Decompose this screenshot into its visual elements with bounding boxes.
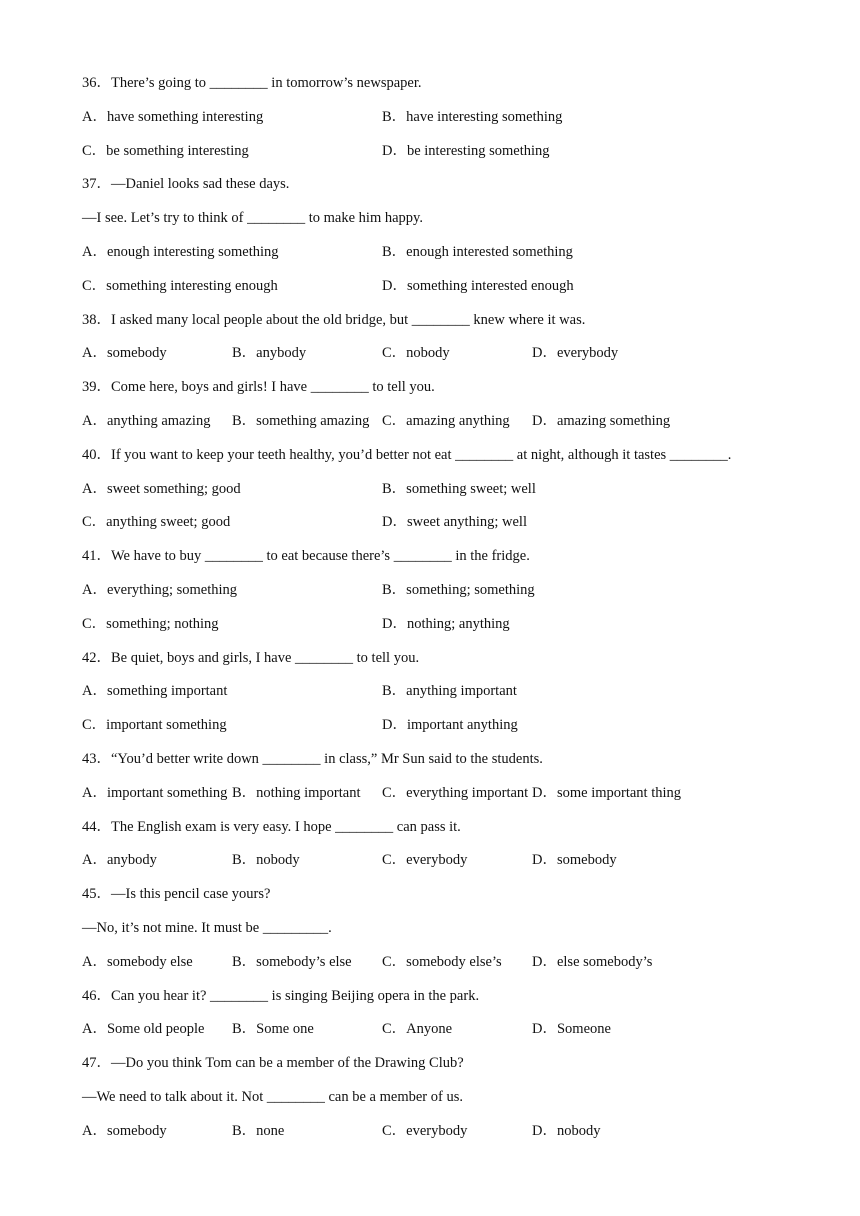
options-row — [82, 342, 782, 376]
option-b: B．something sweet; well — [382, 480, 536, 497]
question-dialogue-line: —I see. Let’s try to think of ________ to make him happy. — [82, 210, 423, 227]
option-a: A．have something interesting — [82, 108, 264, 125]
option-b: B．something amazing — [232, 412, 370, 429]
question-stem: 37．—Daniel looks sad these days. — [82, 176, 290, 193]
option-d: D．important anything — [382, 717, 518, 734]
question-dialogue-line: —No, it’s not mine. It must be _________. — [82, 919, 332, 936]
question-stem: 41．We have to buy ________ to eat because there’s ________ in the fridge. — [82, 548, 530, 565]
option-b: B．enough interested something — [382, 243, 573, 260]
option-b: B．nothing important — [232, 784, 361, 801]
question-stem: 47．—Do you think Tom can be a member of the Drawing Club? — [82, 1055, 464, 1072]
options-row — [82, 579, 782, 613]
question-dialogue-line: —We need to talk about it. Not ________ can be a member of us. — [82, 1088, 463, 1105]
option-a: A．somebody — [82, 345, 167, 362]
question-stem: 36．There’s going to ________ in tomorrow’s newspaper. — [82, 75, 422, 91]
option-d: D．everybody — [532, 345, 619, 362]
option-a: A．Some old people — [82, 1021, 205, 1038]
option-a: A．something important — [82, 683, 228, 700]
question-stem: 43．“You’d better write down ________ in class,” Mr Sun said to the students. — [82, 750, 543, 767]
option-a: A．somebody — [82, 1122, 167, 1139]
question-stem: 44．The English exam is very easy. I hope ________ can pass it. — [82, 818, 461, 835]
option-c: C．be something interesting — [82, 142, 249, 159]
option-c: C．everything important — [382, 784, 529, 801]
question-sheet — [82, 72, 782, 1154]
option-d: D．nothing; anything — [382, 615, 510, 632]
options-row — [82, 275, 782, 309]
option-a: A．anything amazing — [82, 412, 211, 429]
options-row — [82, 1018, 782, 1052]
question-stem: 42．Be quiet, boys and girls, I have ________ to tell you. — [82, 649, 420, 666]
option-b: B．anything important — [382, 683, 517, 700]
option-c: C．everybody — [382, 1122, 468, 1139]
option-c: C．something interesting enough — [82, 277, 278, 294]
option-a: A．anybody — [82, 852, 157, 869]
option-c: C．everybody — [382, 852, 468, 869]
option-d: D．Someone — [532, 1021, 611, 1038]
options-row — [82, 613, 782, 647]
option-d: D．be interesting something — [382, 142, 550, 159]
option-a: A．sweet something; good — [82, 480, 241, 497]
option-c: C．Anyone — [382, 1021, 453, 1038]
option-b: B．somebody’s else — [232, 953, 352, 970]
options-row — [82, 106, 782, 140]
options-row — [82, 714, 782, 748]
options-row — [82, 680, 782, 714]
options-row — [82, 511, 782, 545]
options-row — [82, 410, 782, 444]
option-d: D．somebody — [532, 852, 617, 869]
option-a: A．everything; something — [82, 581, 238, 598]
option-b: B．none — [232, 1122, 285, 1139]
options-row — [82, 951, 782, 985]
option-c: C．somebody else’s — [382, 953, 502, 970]
question-stem: 40．If you want to keep your teeth healthy, you’d better not eat ________ at night, although it tastes ________. — [82, 446, 732, 463]
question-stem: 38．I asked many local people about the old bridge, but ________ knew where it was. — [82, 311, 586, 328]
option-d: D．nobody — [532, 1122, 601, 1139]
option-a: A．important something — [82, 784, 228, 801]
question-stem: 46．Can you hear it? ________ is singing Beijing opera in the park. — [82, 987, 480, 1004]
option-b: B．something; something — [382, 581, 535, 598]
option-c: C．nobody — [382, 345, 450, 362]
options-row — [82, 1120, 782, 1154]
option-a: A．somebody else — [82, 953, 193, 970]
option-d: D．some important thing — [532, 784, 682, 801]
question-stem: 39．Come here, boys and girls! I have ________ to tell you. — [82, 379, 435, 396]
options-row — [82, 241, 782, 275]
options-row — [82, 782, 782, 816]
option-d: D．else somebody’s — [532, 953, 653, 970]
option-d: D．sweet anything; well — [382, 514, 527, 531]
question-stem: 45．—Is this pencil case yours? — [82, 886, 271, 903]
options-row — [82, 140, 782, 174]
options-row — [82, 849, 782, 883]
option-a: A．enough interesting something — [82, 243, 279, 260]
option-d: D．amazing something — [532, 412, 671, 429]
options-row — [82, 478, 782, 512]
option-c: C．something; nothing — [82, 615, 219, 632]
option-b: B．anybody — [232, 345, 307, 362]
option-c: C．amazing anything — [382, 412, 510, 429]
option-b: B．Some one — [232, 1021, 314, 1038]
option-b: B．nobody — [232, 852, 300, 869]
option-d: D．something interested enough — [382, 277, 574, 294]
option-b: B．have interesting something — [382, 108, 563, 125]
option-c: C．anything sweet; good — [82, 514, 231, 531]
option-c: C．important something — [82, 717, 227, 734]
